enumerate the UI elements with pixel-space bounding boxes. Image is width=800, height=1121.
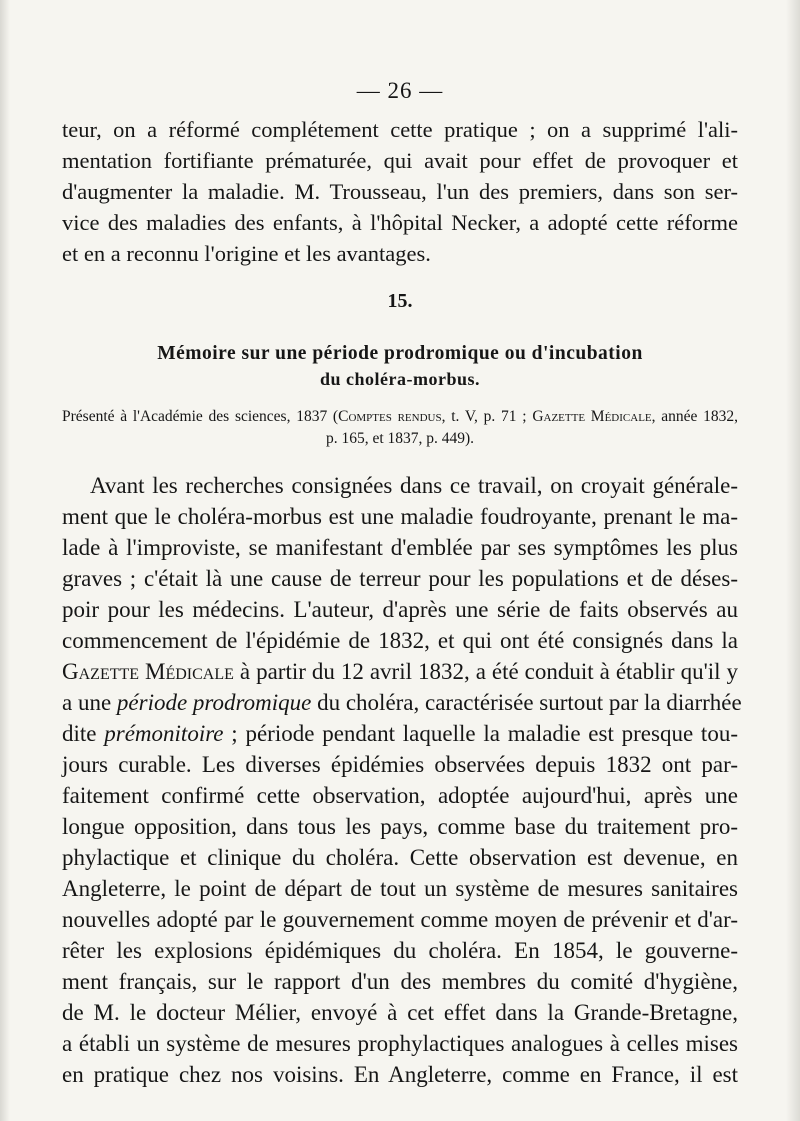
text-span: a une <box>62 690 117 715</box>
text-line: lade à l'improviste, se manifestant d'emblée par ses symptômes les plus <box>62 535 738 560</box>
presentation-text: , année 1832, <box>651 408 739 425</box>
italic-term: prémonitoire <box>104 721 224 746</box>
text-line: ment que le choléra-morbus est une maladie foudroyante, prenant le ma- <box>62 504 738 529</box>
text-line: longue opposition, dans tous les pays, comme base du traitement pro- <box>62 814 738 839</box>
page-right-edge <box>786 0 800 1121</box>
text-line <box>62 656 738 687</box>
text-line: de M. le docteur Mélier, envoyé à cet effet dans la Grande-Bretagne, <box>62 1000 738 1025</box>
text-line: mentation fortifiante prématurée, qui avait pour effet de provoquer et <box>62 148 738 173</box>
text-line: ment français, sur le rapport d'un des membres du comité d'hygiène, <box>62 969 738 994</box>
journal-name: Comptes rendus <box>338 408 442 425</box>
text-span: ; période pendant laquelle la maladie est presque tou- <box>223 721 738 746</box>
text-line: Angleterre, le point de départ de tout un système de mesures sanitaires <box>62 876 738 901</box>
text-line: et en a reconnu l'origine et les avantages. <box>62 241 431 266</box>
page-left-edge <box>0 0 10 1121</box>
section-title: Mémoire sur une période prodromique ou d'incubation <box>157 343 643 364</box>
text-line: en pratique chez nos voisins. En Angleterre, comme en France, il est <box>62 1062 738 1087</box>
text-line: poir pour les médecins. L'auteur, d'après une série de faits observés au <box>62 597 738 622</box>
text-span: du choléra, caractérisée surtout par la diarrhée <box>311 690 742 715</box>
presentation-text: , t. V, p. 71 ; <box>441 408 533 425</box>
section-number: 15. <box>387 290 413 312</box>
journal-name: Gazette Médicale <box>532 408 652 425</box>
presentation-text: Présenté à l'Académie des sciences, 1837 ( <box>62 408 339 425</box>
text-line: phylactique et clinique du choléra. Cette observation est devenue, en <box>62 845 738 870</box>
italic-term: période prodromique <box>116 690 312 715</box>
text-line: commencement de l'épidémie de 1832, et qui ont été consignés dans la <box>62 628 738 653</box>
text-span: à partir du 12 avril 1832, a été conduit à établir qu'il y <box>233 659 738 684</box>
text-line: Avant les recherches consignées dans ce travail, on croyait générale- <box>90 473 738 498</box>
text-line: nouvelles adopté par le gouvernement comme moyen de prévenir et d'ar- <box>62 907 738 932</box>
text-line: faitement confirmé cette observation, adoptée aujourd'hui, après une <box>62 783 738 808</box>
presentation-note-cont: p. 165, et 1837, p. 449). <box>325 430 475 447</box>
section-subtitle: du choléra-morbus. <box>319 369 480 389</box>
presentation-note <box>62 407 738 427</box>
page-number: — 26 — <box>356 78 444 103</box>
text-line: a établi un système de mesures prophylactiques analogues à celles mises <box>62 1031 738 1056</box>
text-line: rêter les explosions épidémiques du choléra. En 1854, le gouverne- <box>62 938 738 963</box>
text-line: vice des maladies des enfants, à l'hôpital Necker, a adopté cette réforme <box>62 210 738 235</box>
text-line <box>62 687 742 718</box>
text-line <box>62 718 738 749</box>
text-line: d'augmenter la maladie. M. Trousseau, l'un des premiers, dans son ser- <box>62 179 738 204</box>
text-span: dite <box>62 721 105 746</box>
text-line: teur, on a réformé complétement cette pratique ; on a supprimé l'ali- <box>62 117 738 142</box>
text-line: graves ; c'était là une cause de terreur pour les populations et de déses- <box>62 566 738 591</box>
text-line: jours curable. Les diverses épidémies observées depuis 1832 ont par- <box>62 752 738 777</box>
journal-name: Gazette Médicale <box>62 659 234 684</box>
